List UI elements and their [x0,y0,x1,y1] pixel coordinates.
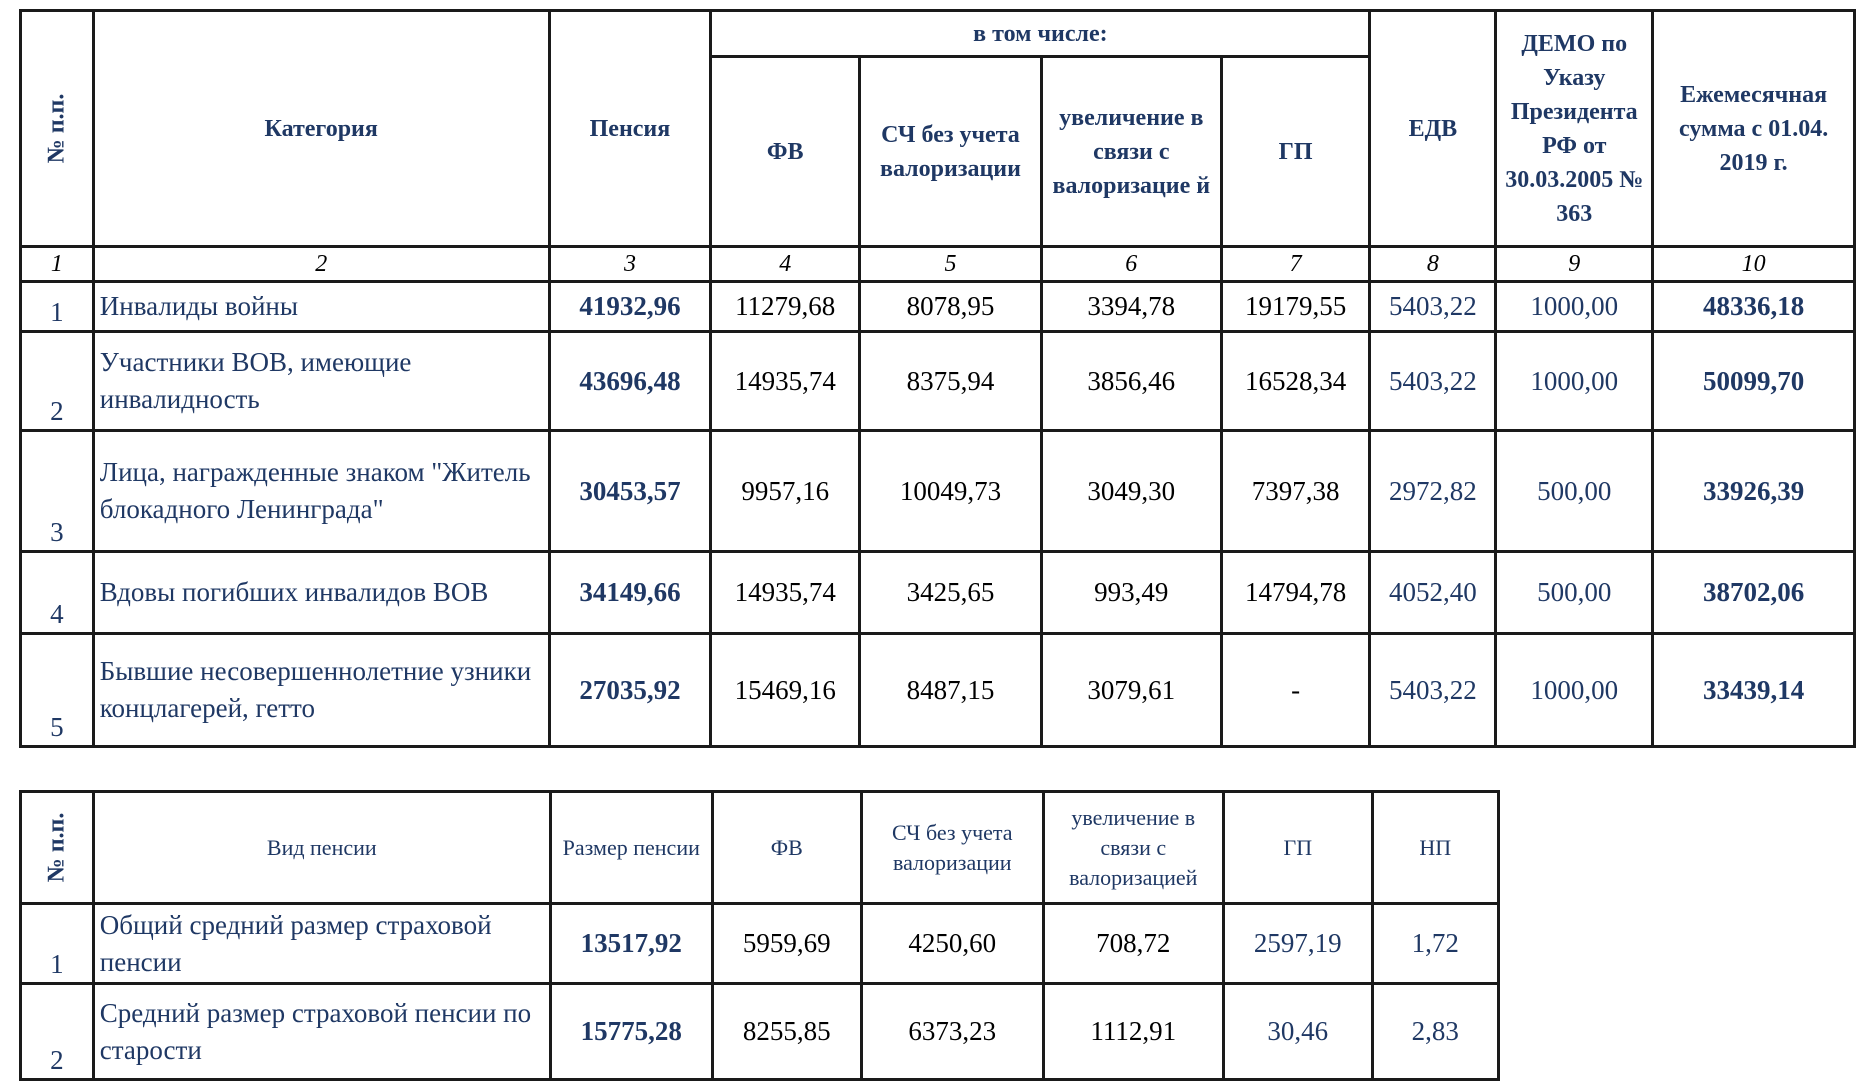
header-including: в том числе: [711,11,1370,57]
table-row [21,634,1855,747]
gp-cell: 7397,38 [1221,431,1370,552]
table-row [21,984,1499,1080]
header-increase: увеличение в связи с валоризацией [1043,792,1223,904]
increase-cell: 3394,78 [1041,282,1221,332]
table-row [21,904,1499,984]
index-cell: 10 [1653,247,1855,282]
gp-cell: 19179,55 [1221,282,1370,332]
header-np: НП [1372,792,1498,904]
row-number: 2 [21,332,94,431]
header-category: Категория [93,11,549,247]
category-cell: Участники ВОВ, имеющие инвалидность [93,332,549,431]
increase-cell: 993,49 [1041,552,1221,634]
header-size: Размер пенсии [550,792,712,904]
row-number: 1 [21,904,94,984]
table-row [21,332,1855,431]
header-num: № п.п. [21,11,94,247]
header-increase: увеличение в связи с валоризацие й [1041,57,1221,247]
edv-cell: 5403,22 [1370,332,1496,431]
row-number: 5 [21,634,94,747]
monthly-cell: 50099,70 [1653,332,1855,431]
header-type: Вид пенсии [93,792,550,904]
increase-cell: 708,72 [1043,904,1223,984]
pension-cell: 34149,66 [549,552,711,634]
category-cell: Вдовы погибших инвалидов ВОВ [93,552,549,634]
row-number: 4 [21,552,94,634]
index-cell: 9 [1496,247,1653,282]
category-cell: Бывшие несовершеннолетние узники концлагерей, гетто [93,634,549,747]
sch-cell: 6373,23 [861,984,1043,1080]
table-row [21,282,1855,332]
increase-cell: 3856,46 [1041,332,1221,431]
header-sch: СЧ без учета валоризации [860,57,1042,247]
size-cell: 13517,92 [550,904,712,984]
gp-cell: 30,46 [1223,984,1372,1080]
pension-cell: 41932,96 [549,282,711,332]
fv-cell: 14935,74 [711,332,860,431]
demo-cell: 1000,00 [1496,282,1653,332]
index-cell: 3 [549,247,711,282]
header-num: № п.п. [21,792,94,904]
gp-cell: 16528,34 [1221,332,1370,431]
header-sch: СЧ без учета валоризации [861,792,1043,904]
gp-cell: 2597,19 [1223,904,1372,984]
gp-cell: - [1221,634,1370,747]
pension-cell: 27035,92 [549,634,711,747]
np-cell: 1,72 [1372,904,1498,984]
header-fv: ФВ [712,792,861,904]
header-fv: ФВ [711,57,860,247]
index-cell: 8 [1370,247,1496,282]
header-edv: ЕДВ [1370,11,1496,247]
fv-cell: 14935,74 [711,552,860,634]
row-number: 2 [21,984,94,1080]
sch-cell: 4250,60 [861,904,1043,984]
sch-cell: 8487,15 [860,634,1042,747]
fv-cell: 8255,85 [712,984,861,1080]
demo-cell: 1000,00 [1496,332,1653,431]
category-cell: Инвалиды войны [93,282,549,332]
edv-cell: 5403,22 [1370,634,1496,747]
fv-cell: 5959,69 [712,904,861,984]
index-cell: 1 [21,247,94,282]
index-cell: 6 [1041,247,1221,282]
demo-cell: 500,00 [1496,552,1653,634]
sch-cell: 8078,95 [860,282,1042,332]
fv-cell: 15469,16 [711,634,860,747]
index-cell: 5 [860,247,1042,282]
edv-cell: 2972,82 [1370,431,1496,552]
table-row [21,431,1855,552]
index-cell: 2 [93,247,549,282]
table-row [21,552,1855,634]
index-cell: 4 [711,247,860,282]
edv-cell: 4052,40 [1370,552,1496,634]
size-cell: 15775,28 [550,984,712,1080]
monthly-cell: 33926,39 [1653,431,1855,552]
pension-cell: 43696,48 [549,332,711,431]
increase-cell: 1112,91 [1043,984,1223,1080]
monthly-cell: 38702,06 [1653,552,1855,634]
monthly-cell: 33439,14 [1653,634,1855,747]
fv-cell: 9957,16 [711,431,860,552]
header-gp: ГП [1221,57,1370,247]
fv-cell: 11279,68 [711,282,860,332]
header-pension: Пенсия [549,11,711,247]
demo-cell: 500,00 [1496,431,1653,552]
np-cell: 2,83 [1372,984,1498,1080]
sch-cell: 10049,73 [860,431,1042,552]
sch-cell: 3425,65 [860,552,1042,634]
column-index-row [21,247,1855,282]
average-pension-table [19,790,1500,1081]
pension-cell: 30453,57 [549,431,711,552]
category-cell: Лица, награжденные знаком "Житель блокадного Ленинграда" [93,431,549,552]
gp-cell: 14794,78 [1221,552,1370,634]
index-cell: 7 [1221,247,1370,282]
row-number: 1 [21,282,94,332]
monthly-cell: 48336,18 [1653,282,1855,332]
type-cell: Средний размер страховой пенсии по старости [93,984,550,1080]
increase-cell: 3049,30 [1041,431,1221,552]
header-monthly: Ежемесячная сумма с 01.04. 2019 г. [1653,11,1855,247]
sch-cell: 8375,94 [860,332,1042,431]
header-demo: ДЕМО по Указу Президента РФ от 30.03.2005 № 363 [1496,11,1653,247]
veterans-pension-table [19,9,1856,748]
increase-cell: 3079,61 [1041,634,1221,747]
row-number: 3 [21,431,94,552]
header-gp: ГП [1223,792,1372,904]
edv-cell: 5403,22 [1370,282,1496,332]
type-cell: Общий средний размер страховой пенсии [93,904,550,984]
demo-cell: 1000,00 [1496,634,1653,747]
